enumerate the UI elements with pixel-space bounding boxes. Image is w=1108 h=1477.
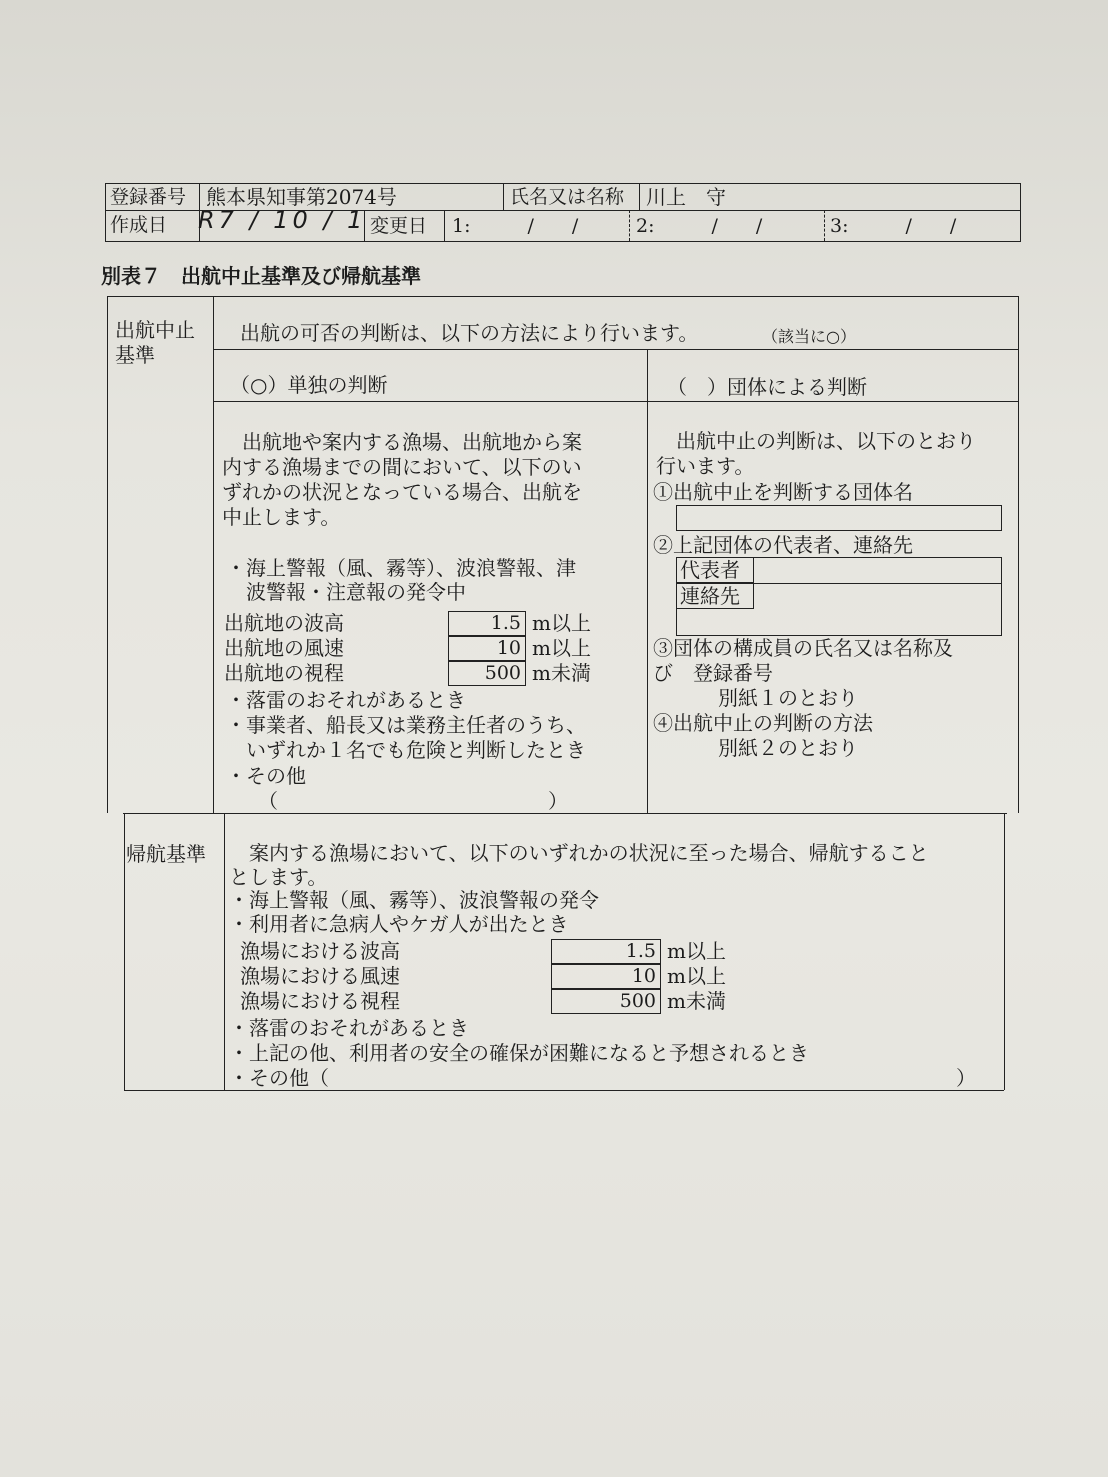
single-judgment-heading: （○）単独の判断 (230, 373, 388, 397)
change-1: 1: / / (452, 215, 579, 237)
departure-label-line1: 出航中止 (115, 318, 195, 342)
single-para-line: 内する漁場までの間において、以下のい (222, 455, 582, 479)
metric-unit: m以上 (667, 939, 726, 963)
metric-label: 漁場における風速 (240, 964, 400, 988)
metric-unit: m以上 (532, 611, 591, 635)
return-bullet-other: ・その他（ (229, 1066, 329, 1090)
single-bullet-lightning: ・落雷のおそれがあるとき (226, 688, 466, 712)
metric-label: 漁場における波高 (240, 939, 400, 963)
metric-unit: m未満 (667, 989, 726, 1013)
group-item-2: ②上記団体の代表者、連絡先 (653, 533, 913, 557)
single-para-line: 出航地や案内する漁場、出航地から案 (222, 430, 582, 454)
metric-value-box: 500 (551, 989, 661, 1014)
departure-intro: 出航の可否の判断は、以下の方法により行います。 (240, 321, 699, 345)
metric-label: 出航地の視程 (224, 661, 344, 685)
changed-label: 変更日 (370, 215, 428, 237)
single-bullet-danger-cont: いずれか１名でも危険と判断したとき (226, 738, 586, 762)
group-item-3: ③団体の構成員の氏名又は名称及 (653, 636, 953, 660)
created-value: R7 / 10 / 1 (198, 206, 367, 234)
return-bullet-warning: ・海上警報（風、霧等）、波浪警報の発令 (229, 888, 599, 912)
name-value: 川上 守 (646, 185, 726, 209)
group-item-4: ④出航中止の判断の方法 (653, 711, 873, 735)
contact-label: 連絡先 (680, 584, 740, 608)
group-name-field[interactable] (676, 505, 1002, 531)
metric-value-box: 10 (551, 964, 661, 989)
metric-label: 出航地の波高 (224, 611, 344, 635)
departure-intro-note: （該当に○） (762, 327, 856, 346)
group-item-4-note: 別紙２のとおり (718, 736, 858, 760)
metric-value-box: 1.5 (551, 939, 661, 964)
rep-label: 代表者 (680, 558, 740, 582)
rep-field-line (754, 583, 1002, 584)
metric-value-box: 1.5 (448, 611, 526, 636)
metric-value-box: 10 (448, 636, 526, 661)
return-bullet-injury: ・利用者に急病人やケガ人が出たとき (229, 912, 569, 936)
created-label: 作成日 (110, 214, 168, 236)
single-para-line: 中止します。 (222, 505, 341, 529)
group-judgment-heading: （ ）団体による判断 (667, 375, 867, 399)
metric-unit: m以上 (667, 964, 726, 988)
group-item-3-note: 別紙１のとおり (718, 686, 858, 710)
change-2: 2: / / (636, 215, 763, 237)
group-item-3-cont: び 登録番号 (653, 661, 773, 685)
reg-no-label: 登録番号 (110, 186, 187, 208)
group-para-line: 行います。 (656, 454, 755, 478)
return-other-paren-close: ） (956, 1066, 976, 1090)
return-bullet-lightning: ・落雷のおそれがあるとき (229, 1016, 469, 1040)
name-label: 氏名又は名称 (510, 186, 625, 208)
single-bullet-danger: ・事業者、船長又は業務主任者のうち、 (226, 713, 586, 737)
group-item-1: ①出航中止を判断する団体名 (653, 480, 913, 504)
group-para-line: 出航中止の判断は、以下のとおり (656, 429, 976, 453)
section-title: 別表７ 出航中止基準及び帰航基準 (101, 264, 421, 288)
single-para-line: ずれかの状況となっている場合、出航を (222, 480, 582, 504)
single-bullet-warning: ・海上警報（風、霧等）、波浪警報、津 (226, 556, 576, 580)
metric-unit: m以上 (532, 636, 591, 660)
return-label: 帰航基準 (126, 842, 206, 866)
departure-label-line2: 基準 (115, 343, 155, 367)
metric-label: 漁場における視程 (240, 989, 400, 1013)
metric-unit: m未満 (532, 661, 591, 685)
single-bullet-warning-cont: 波警報・注意報の発令中 (226, 580, 466, 604)
metric-label: 出航地の風速 (224, 636, 344, 660)
metric-value-box: 500 (448, 661, 526, 686)
return-para-line: 案内する漁場において、以下のいずれかの状況に至った場合、帰航すること (229, 841, 929, 865)
change-3: 3: / / (830, 215, 957, 237)
single-other-paren-close: ） (548, 789, 568, 813)
single-bullet-other: ・その他 (226, 764, 306, 788)
reg-no-value: 熊本県知事第2074号 (206, 185, 397, 209)
return-para-line: とします。 (229, 865, 328, 889)
single-other-paren-open: （ (258, 789, 278, 813)
return-bullet-safety: ・上記の他、利用者の安全の確保が困難になると予想されるとき (229, 1041, 809, 1065)
